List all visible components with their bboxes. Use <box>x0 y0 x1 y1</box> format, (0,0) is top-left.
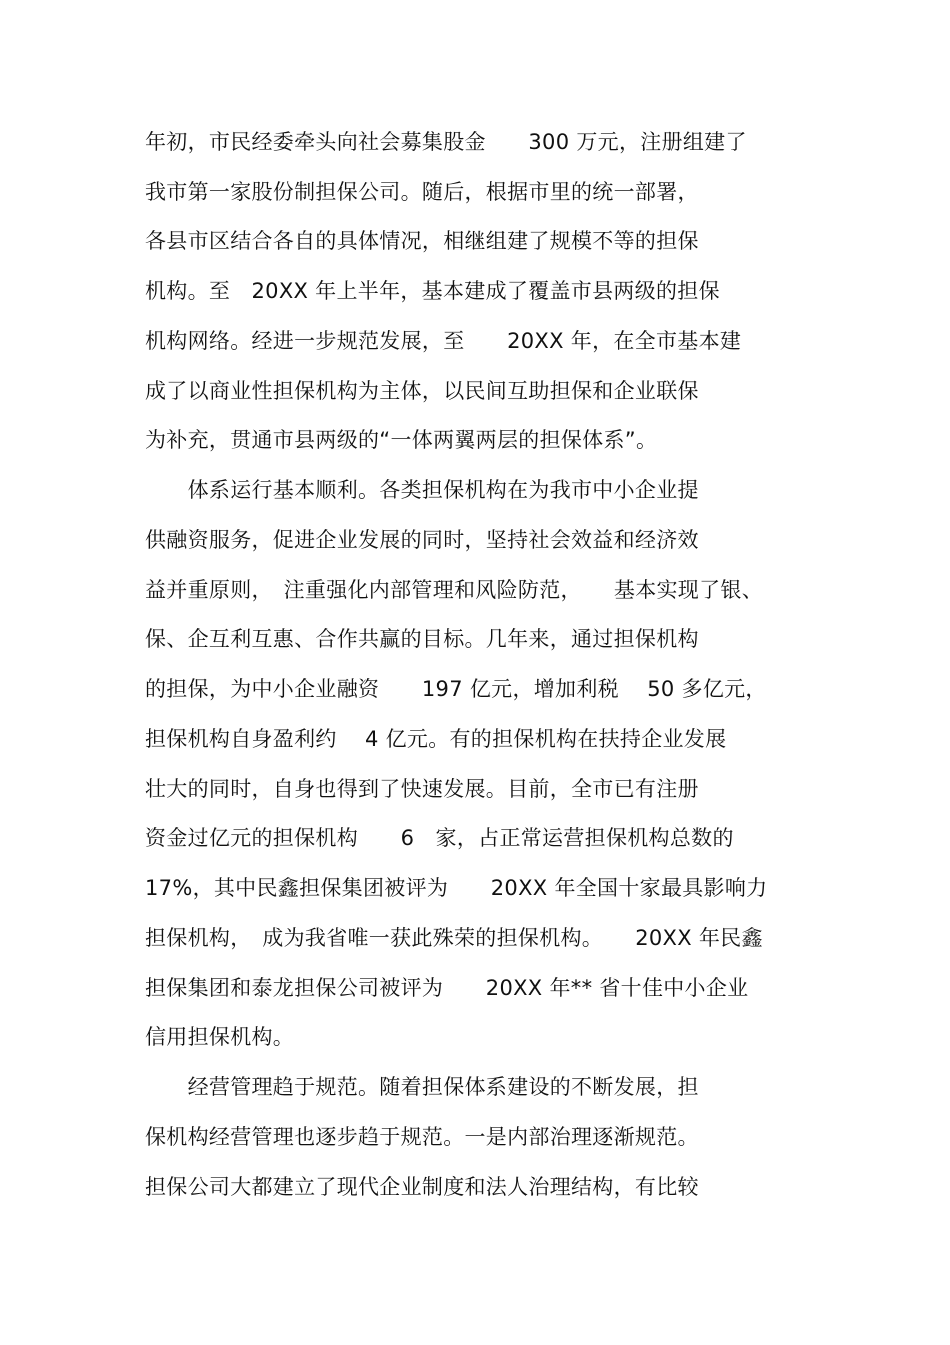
text-line: 供融资服务，促进企业发展的同时，坚持社会效益和经济效 <box>145 528 699 552</box>
text-line: 成了以商业性担保机构为主体，以民间互助担保和企业联保 <box>145 379 699 403</box>
text-line: 信用担保机构。 <box>145 1025 295 1049</box>
text-line: 保、企互利互惠、合作共赢的目标。几年来，通过担保机构 <box>145 627 699 651</box>
text-line: 担保机构自身盈利约 4 亿元。有的担保机构在扶持企业发展 <box>145 727 727 751</box>
text-line: 担保公司大都建立了现代企业制度和法人治理结构，有比较 <box>145 1175 699 1199</box>
text-line: 的担保，为中小企业融资 197 亿元，增加利税 50 多亿元， <box>145 677 767 701</box>
text-line: 为补充，贯通市县两级的“一体两翼两层的担保体系”。 <box>145 428 658 452</box>
text-line: 各县市区结合各自的具体情况，相继组建了规模不等的担保 <box>145 229 699 253</box>
text-line: 17%，其中民鑫担保集团被评为 20XX 年全国十家最具影响力 <box>145 876 768 900</box>
text-line: 担保集团和泰龙担保公司被评为 20XX 年** 省十佳中小企业 <box>145 976 749 1000</box>
text-line: 资金过亿元的担保机构 6 家，占正常运营担保机构总数的 <box>145 826 734 850</box>
text-line: 担保机构， 成为我省唯一获此殊荣的担保机构。 20XX 年民鑫 <box>145 926 763 950</box>
text-line: 机构。至 20XX 年上半年，基本建成了覆盖市县两级的担保 <box>145 279 720 303</box>
paragraph-start-line: 体系运行基本顺利。各类担保机构在为我市中小企业提 <box>145 478 699 502</box>
text-line: 机构网络。经进一步规范发展，至 20XX 年，在全市基本建 <box>145 329 742 353</box>
text-line: 保机构经营管理也逐步趋于规范。一是内部治理逐渐规范。 <box>145 1125 699 1149</box>
text-line: 我市第一家股份制担保公司。随后，根据市里的统一部署， <box>145 180 699 204</box>
paragraph-start-line: 经营管理趋于规范。随着担保体系建设的不断发展，担 <box>145 1075 699 1099</box>
text-line: 益并重原则， 注重强化内部管理和风险防范， 基本实现了银、 <box>145 578 763 602</box>
text-line: 年初，市民经委牵头向社会募集股金 300 万元，注册组建了 <box>145 130 747 154</box>
text-line: 壮大的同时，自身也得到了快速发展。目前，全市已有注册 <box>145 777 699 801</box>
